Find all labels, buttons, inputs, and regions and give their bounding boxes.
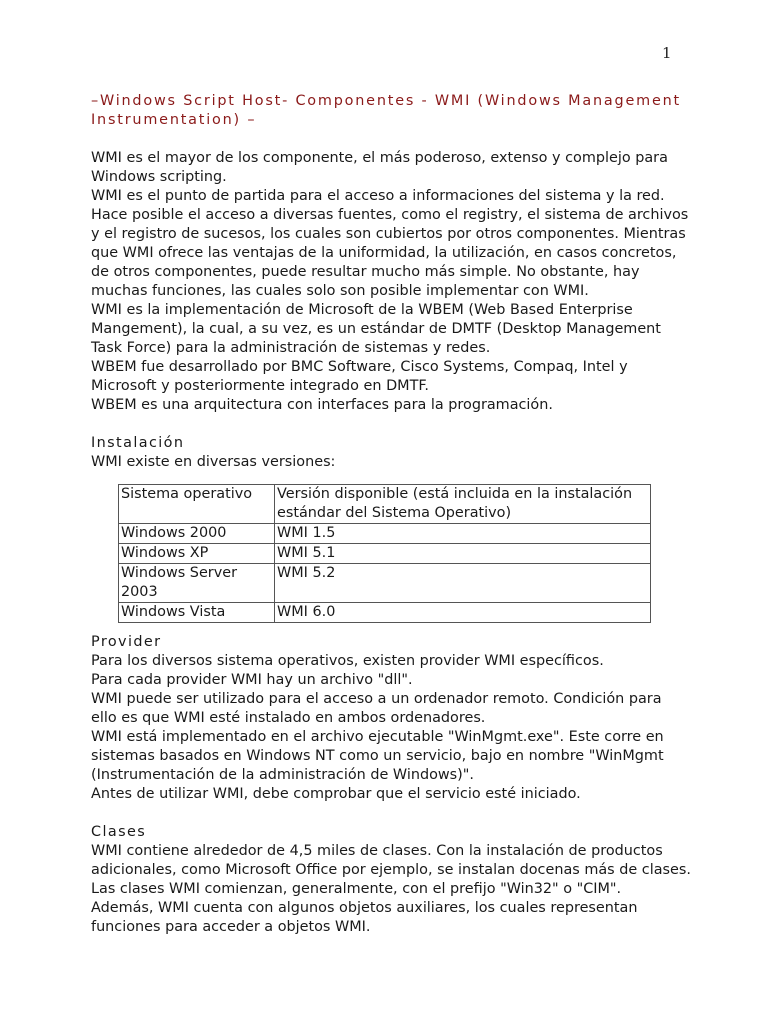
intro-paragraph: WMI es el punto de partida para el acceso a informaciones del sistema y la red. Hace posible el acceso a diversas fuentes, como el registry, el sistema de archivos y el registro de sucesos, los cuales son cubiertos por otros componentes. Mientras que WMI ofrece las ventajas de la uniformidad, la utilización, en casos concretos, de otros componentes, puede resultar mucho más simple. No obstante, hay muchas funciones, las cuales solo son posible implementar con WMI. [91,188,689,299]
document-body [91,92,691,937]
provider-paragraph: Para cada provider WMI hay un archivo "dll". [91,672,413,688]
intro-paragraph: WMI es el mayor de los componente, el más poderoso, extenso y complejo para Windows scripting. [91,150,668,185]
intro-paragraph: WBEM es una arquitectura con interfaces para la programación. [91,397,553,413]
table-cell-version: WMI 5.1 [275,544,651,564]
table-header-row [119,485,651,524]
provider-paragraph: WMI puede ser utilizado para el acceso a un ordenador remoto. Condición para ello es que WMI esté instalado en ambos ordenadores. [91,691,662,726]
table-cell-os: Windows XP [119,544,275,564]
section-heading-provider: Provider [91,634,162,650]
clases-paragraph: Además, WMI cuenta con algunos objetos auxiliares, los cuales representan funciones para acceder a objetos WMI. [91,900,638,935]
table-row [119,524,651,544]
table-row [119,544,651,564]
table-cell-version: WMI 1.5 [275,524,651,544]
page-number: 1 [662,44,672,62]
installation-text: WMI existe en diversas versiones: [91,454,336,470]
intro-paragraph: WMI es la implementación de Microsoft de la WBEM (Web Based Enterprise Mangement), la cual, a su vez, es un estándar de DMTF (Desktop Management Task Force) para la administración de sistemas y redes. [91,302,661,356]
table-header-cell: Versión disponible (está incluida en la instalación estándar del Sistema Operativo) [275,485,651,524]
intro-paragraph: WBEM fue desarrollado por BMC Software, Cisco Systems, Compaq, Intel y Microsoft y posteriormente integrado en DMTF. [91,359,628,394]
table-row [119,564,651,603]
table-cell-os: Windows 2000 [119,524,275,544]
section-heading-installation: Instalación [91,435,185,451]
provider-paragraph: Antes de utilizar WMI, debe comprobar que el servicio esté iniciado. [91,786,581,802]
table-row [119,603,651,623]
provider-paragraph: Para los diversos sistema operativos, existen provider WMI específicos. [91,653,604,669]
clases-paragraph: Las clases WMI comienzan, generalmente, con el prefijo "Win32" o "CIM". [91,881,622,897]
table-cell-os: Windows Vista [119,603,275,623]
table-cell-version: WMI 6.0 [275,603,651,623]
provider-paragraph: WMI está implementado en el archivo ejecutable "WinMgmt.exe". Este corre en sistemas basados en Windows NT como un servicio, bajo en nombre "WinMgmt (Instrumentación de la administración de Windows)". [91,729,664,783]
table-cell-os: Windows Server 2003 [119,564,275,603]
clases-paragraph: WMI contiene alrededor de 4,5 miles de clases. Con la instalación de productos adicionales, como Microsoft Office por ejemplo, se instalan docenas más de clases. [91,843,691,878]
table-cell-version: WMI 5.2 [275,564,651,603]
section-heading-clases: Clases [91,824,147,840]
document-title: –Windows Script Host- Componentes - WMI (Windows Management Instrumentation) – [91,93,681,128]
table-header-cell: Sistema operativo [119,485,275,524]
versions-table [118,484,651,623]
